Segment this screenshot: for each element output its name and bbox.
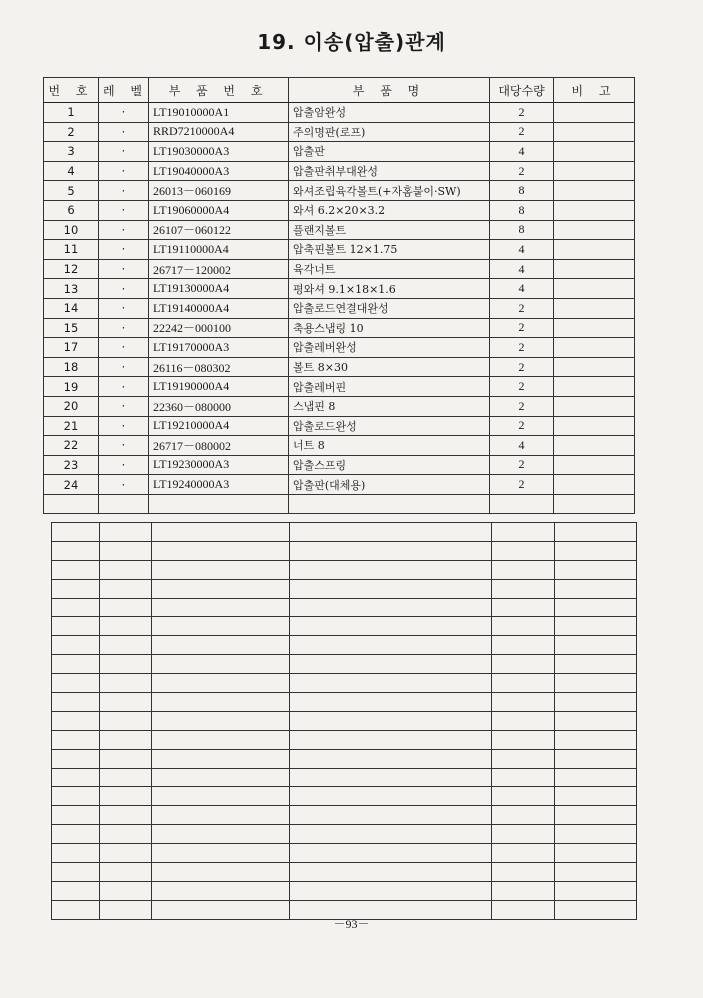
table-row — [44, 298, 635, 318]
blank-cell — [100, 579, 152, 598]
table-row — [44, 220, 635, 240]
row-quantity: 2 — [490, 416, 554, 436]
row-part-name: 볼트 8×30 — [289, 357, 490, 377]
blank-row — [52, 598, 637, 617]
row-part-name: 압출암완성 — [289, 103, 490, 123]
row-quantity: 8 — [490, 220, 554, 240]
row-quantity: 2 — [490, 396, 554, 416]
row-part-number: 26107－060122 — [149, 220, 289, 240]
blank-cell — [52, 655, 100, 674]
row-level: · — [99, 318, 149, 338]
row-number: 17 — [44, 338, 99, 358]
row-remarks — [554, 161, 635, 181]
table-row — [44, 161, 635, 181]
blank-row — [52, 674, 637, 693]
blank-row — [52, 863, 637, 882]
blank-cell — [100, 693, 152, 712]
blank-cell — [492, 844, 555, 863]
blank-row — [52, 825, 637, 844]
blank-cell — [152, 844, 290, 863]
row-number: 21 — [44, 416, 99, 436]
blank-cell — [152, 655, 290, 674]
table-row — [44, 338, 635, 358]
blank-cell — [290, 523, 492, 542]
row-quantity: 2 — [490, 103, 554, 123]
blank-row — [52, 579, 637, 598]
row-part-name: 스냅핀 8 — [289, 396, 490, 416]
row-part-name: 압출판 — [289, 142, 490, 162]
blank-cell — [52, 749, 100, 768]
blank-cell — [492, 560, 555, 579]
blank-cell — [555, 598, 637, 617]
blank-cell — [290, 730, 492, 749]
blank-cell — [492, 598, 555, 617]
blank-row — [52, 523, 637, 542]
blank-cell — [492, 749, 555, 768]
blank-cell — [152, 636, 290, 655]
blank-cell — [100, 881, 152, 900]
row-part-number: 26717－120002 — [149, 259, 289, 279]
blank-cell — [52, 768, 100, 787]
blank-cell — [100, 749, 152, 768]
blank-cell — [555, 863, 637, 882]
blank-row — [52, 693, 637, 712]
blank-cell — [152, 806, 290, 825]
row-level: · — [99, 436, 149, 456]
row-part-number: LT19240000A3 — [149, 475, 289, 495]
row-number: 20 — [44, 396, 99, 416]
row-part-number: 26013－060169 — [149, 181, 289, 201]
blank-lower-table — [51, 522, 637, 920]
blank-cell — [44, 494, 99, 513]
blank-cell — [290, 711, 492, 730]
row-number: 24 — [44, 475, 99, 495]
table-row — [44, 259, 635, 279]
row-level: · — [99, 416, 149, 436]
table-row — [44, 240, 635, 260]
row-level: · — [99, 455, 149, 475]
header-part-name: 부 품 명 — [289, 78, 490, 103]
row-remarks — [554, 475, 635, 495]
blank-cell — [149, 494, 289, 513]
blank-cell — [290, 617, 492, 636]
row-level: · — [99, 103, 149, 123]
row-part-name: 압축핀볼트 12×1.75 — [289, 240, 490, 260]
blank-cell — [52, 636, 100, 655]
row-quantity: 8 — [490, 200, 554, 220]
row-part-number: LT19010000A1 — [149, 103, 289, 123]
parts-table — [43, 77, 635, 514]
row-remarks — [554, 200, 635, 220]
blank-cell — [52, 523, 100, 542]
row-remarks — [554, 220, 635, 240]
row-part-number: 26717－080002 — [149, 436, 289, 456]
row-part-name: 와셔조립육각볼트(+자홈붙이·SW) — [289, 181, 490, 201]
blank-cell — [290, 844, 492, 863]
row-remarks — [554, 377, 635, 397]
row-number: 6 — [44, 200, 99, 220]
row-quantity: 2 — [490, 161, 554, 181]
row-number: 19 — [44, 377, 99, 397]
header-no: 번 호 — [44, 78, 99, 103]
row-part-number: LT19190000A4 — [149, 377, 289, 397]
blank-cell — [290, 636, 492, 655]
blank-cell — [492, 541, 555, 560]
blank-cell — [555, 541, 637, 560]
blank-cell — [555, 579, 637, 598]
row-level: · — [99, 142, 149, 162]
blank-cell — [555, 768, 637, 787]
row-quantity: 2 — [490, 122, 554, 142]
blank-cell — [492, 523, 555, 542]
row-part-name: 압출로드연결대완성 — [289, 298, 490, 318]
row-remarks — [554, 103, 635, 123]
header-part-no: 부 품 번 호 — [149, 78, 289, 103]
row-part-name: 압출로드완성 — [289, 416, 490, 436]
row-quantity: 4 — [490, 259, 554, 279]
table-row — [44, 181, 635, 201]
row-remarks — [554, 455, 635, 475]
blank-cell — [52, 598, 100, 617]
row-remarks — [554, 318, 635, 338]
blank-cell — [52, 825, 100, 844]
blank-cell — [152, 541, 290, 560]
row-remarks — [554, 416, 635, 436]
row-part-number: LT19030000A3 — [149, 142, 289, 162]
table-row — [44, 416, 635, 436]
row-level: · — [99, 220, 149, 240]
blank-cell — [492, 825, 555, 844]
blank-cell — [555, 825, 637, 844]
blank-cell — [100, 787, 152, 806]
blank-cell — [555, 711, 637, 730]
blank-cell — [492, 674, 555, 693]
blank-cell — [100, 730, 152, 749]
blank-cell — [152, 523, 290, 542]
row-part-number: LT19060000A4 — [149, 200, 289, 220]
blank-cell — [555, 636, 637, 655]
blank-cell — [152, 560, 290, 579]
row-part-number: 22242－000100 — [149, 318, 289, 338]
blank-cell — [52, 579, 100, 598]
row-remarks — [554, 142, 635, 162]
blank-cell — [492, 881, 555, 900]
blank-cell — [100, 655, 152, 674]
table-row — [44, 142, 635, 162]
row-part-name: 축용스냅링 10 — [289, 318, 490, 338]
row-part-number: LT19210000A4 — [149, 416, 289, 436]
row-quantity: 4 — [490, 142, 554, 162]
blank-cell — [290, 674, 492, 693]
row-number: 15 — [44, 318, 99, 338]
row-part-number: LT19140000A4 — [149, 298, 289, 318]
blank-row — [52, 636, 637, 655]
blank-cell — [152, 617, 290, 636]
blank-cell — [555, 881, 637, 900]
blank-cell — [492, 617, 555, 636]
row-quantity: 2 — [490, 475, 554, 495]
row-part-name: 와셔 6.2×20×3.2 — [289, 200, 490, 220]
row-remarks — [554, 298, 635, 318]
blank-cell — [100, 636, 152, 655]
blank-cell — [555, 655, 637, 674]
row-level: · — [99, 161, 149, 181]
blank-cell — [152, 579, 290, 598]
table-row — [44, 279, 635, 299]
row-part-name: 플랜지볼트 — [289, 220, 490, 240]
row-part-number: LT19110000A4 — [149, 240, 289, 260]
blank-cell — [152, 881, 290, 900]
blank-row — [52, 749, 637, 768]
blank-cell — [100, 541, 152, 560]
row-number: 5 — [44, 181, 99, 201]
row-remarks — [554, 259, 635, 279]
blank-cell — [52, 806, 100, 825]
row-part-name: 평와셔 9.1×18×1.6 — [289, 279, 490, 299]
blank-cell — [100, 844, 152, 863]
header-level: 레 벨 — [99, 78, 149, 103]
blank-row — [52, 560, 637, 579]
blank-cell — [290, 541, 492, 560]
blank-cell — [492, 768, 555, 787]
row-quantity: 4 — [490, 436, 554, 456]
row-level: · — [99, 396, 149, 416]
blank-cell — [52, 844, 100, 863]
row-number: 22 — [44, 436, 99, 456]
row-quantity: 4 — [490, 279, 554, 299]
blank-cell — [555, 523, 637, 542]
blank-cell — [99, 494, 149, 513]
row-quantity: 2 — [490, 318, 554, 338]
row-quantity: 2 — [490, 298, 554, 318]
blank-cell — [290, 863, 492, 882]
table-row — [44, 377, 635, 397]
blank-cell — [152, 711, 290, 730]
blank-cell — [52, 881, 100, 900]
blank-cell — [492, 655, 555, 674]
row-number: 14 — [44, 298, 99, 318]
blank-cell — [100, 768, 152, 787]
blank-cell — [492, 787, 555, 806]
blank-row — [52, 655, 637, 674]
row-number: 1 — [44, 103, 99, 123]
row-quantity: 2 — [490, 455, 554, 475]
blank-cell — [152, 693, 290, 712]
blank-cell — [52, 693, 100, 712]
row-level: · — [99, 200, 149, 220]
row-part-number: LT19230000A3 — [149, 455, 289, 475]
blank-cell — [290, 693, 492, 712]
row-part-number: RRD7210000A4 — [149, 122, 289, 142]
table-row — [44, 357, 635, 377]
table-row — [44, 475, 635, 495]
blank-cell — [100, 617, 152, 636]
row-remarks — [554, 122, 635, 142]
row-part-name: 압출판(대체용) — [289, 475, 490, 495]
row-part-number: 22360－080000 — [149, 396, 289, 416]
blank-cell — [100, 523, 152, 542]
row-part-name: 압출레버완성 — [289, 338, 490, 358]
blank-row — [52, 730, 637, 749]
row-number: 18 — [44, 357, 99, 377]
blank-cell — [152, 787, 290, 806]
blank-cell — [492, 579, 555, 598]
blank-cell — [290, 881, 492, 900]
row-level: · — [99, 240, 149, 260]
blank-cell — [555, 749, 637, 768]
row-quantity: 4 — [490, 240, 554, 260]
blank-row — [52, 844, 637, 863]
blank-cell — [100, 598, 152, 617]
row-number: 12 — [44, 259, 99, 279]
header-remarks: 비 고 — [554, 78, 635, 103]
row-part-name: 압출판취부대완성 — [289, 161, 490, 181]
blank-cell — [555, 806, 637, 825]
blank-cell — [290, 806, 492, 825]
blank-cell — [100, 711, 152, 730]
blank-cell — [289, 494, 490, 513]
blank-cell — [100, 825, 152, 844]
blank-cell — [290, 598, 492, 617]
blank-cell — [290, 579, 492, 598]
row-level: · — [99, 475, 149, 495]
blank-cell — [52, 787, 100, 806]
blank-cell — [152, 863, 290, 882]
blank-cell — [52, 711, 100, 730]
table-row — [44, 200, 635, 220]
row-part-name: 육각너트 — [289, 259, 490, 279]
blank-cell — [152, 768, 290, 787]
blank-cell — [52, 730, 100, 749]
blank-cell — [492, 806, 555, 825]
row-quantity: 8 — [490, 181, 554, 201]
row-number: 23 — [44, 455, 99, 475]
page-title: 19. 이송(압출)관계 — [257, 30, 446, 54]
blank-cell — [555, 693, 637, 712]
blank-row — [52, 617, 637, 636]
row-quantity: 2 — [490, 377, 554, 397]
blank-cell — [52, 863, 100, 882]
blank-cell — [100, 863, 152, 882]
row-part-name: 주의명판(로프) — [289, 122, 490, 142]
blank-cell — [52, 541, 100, 560]
blank-cell — [555, 844, 637, 863]
row-part-number: LT19170000A3 — [149, 338, 289, 358]
row-part-number: LT19130000A4 — [149, 279, 289, 299]
blank-row — [52, 541, 637, 560]
row-remarks — [554, 338, 635, 358]
blank-cell — [52, 560, 100, 579]
blank-cell — [152, 825, 290, 844]
blank-cell — [492, 693, 555, 712]
row-level: · — [99, 279, 149, 299]
row-level: · — [99, 357, 149, 377]
blank-cell — [52, 674, 100, 693]
table-row — [44, 455, 635, 475]
header-qty: 대당수량 — [490, 78, 554, 103]
row-part-number: 26116－080302 — [149, 357, 289, 377]
table-row — [44, 318, 635, 338]
table-row — [44, 122, 635, 142]
row-remarks — [554, 240, 635, 260]
blank-cell — [152, 598, 290, 617]
blank-row — [52, 711, 637, 730]
blank-cell — [492, 863, 555, 882]
row-remarks — [554, 357, 635, 377]
blank-cell — [100, 560, 152, 579]
blank-row — [52, 881, 637, 900]
row-number: 3 — [44, 142, 99, 162]
row-level: · — [99, 377, 149, 397]
row-part-number: LT19040000A3 — [149, 161, 289, 181]
row-level: · — [99, 298, 149, 318]
blank-cell — [152, 730, 290, 749]
row-number: 4 — [44, 161, 99, 181]
row-number: 10 — [44, 220, 99, 240]
blank-cell — [555, 787, 637, 806]
page-number: －93－ — [333, 917, 370, 931]
blank-cell — [52, 617, 100, 636]
blank-cell — [554, 494, 635, 513]
blank-cell — [492, 730, 555, 749]
row-quantity: 2 — [490, 357, 554, 377]
blank-cell — [100, 674, 152, 693]
row-part-name: 너트 8 — [289, 436, 490, 456]
blank-cell — [290, 825, 492, 844]
table-row — [44, 396, 635, 416]
row-number: 2 — [44, 122, 99, 142]
blank-row — [44, 494, 635, 513]
row-part-name: 압출레버핀 — [289, 377, 490, 397]
row-level: · — [99, 259, 149, 279]
blank-row — [52, 768, 637, 787]
table-header-row — [44, 78, 635, 103]
blank-cell — [100, 806, 152, 825]
table-row — [44, 103, 635, 123]
row-level: · — [99, 181, 149, 201]
blank-cell — [555, 674, 637, 693]
blank-cell — [492, 711, 555, 730]
table-row — [44, 436, 635, 456]
row-number: 11 — [44, 240, 99, 260]
row-part-name: 압출스프링 — [289, 455, 490, 475]
row-remarks — [554, 181, 635, 201]
row-remarks — [554, 436, 635, 456]
row-remarks — [554, 279, 635, 299]
blank-cell — [152, 674, 290, 693]
blank-cell — [290, 560, 492, 579]
blank-cell — [555, 617, 637, 636]
blank-cell — [490, 494, 554, 513]
row-level: · — [99, 122, 149, 142]
row-quantity: 2 — [490, 338, 554, 358]
blank-cell — [290, 787, 492, 806]
row-remarks — [554, 396, 635, 416]
blank-row — [52, 806, 637, 825]
blank-cell — [290, 768, 492, 787]
row-level: · — [99, 338, 149, 358]
blank-cell — [555, 560, 637, 579]
blank-cell — [290, 749, 492, 768]
blank-row — [52, 787, 637, 806]
blank-cell — [152, 749, 290, 768]
blank-cell — [290, 655, 492, 674]
blank-cell — [492, 636, 555, 655]
row-number: 13 — [44, 279, 99, 299]
blank-cell — [555, 730, 637, 749]
